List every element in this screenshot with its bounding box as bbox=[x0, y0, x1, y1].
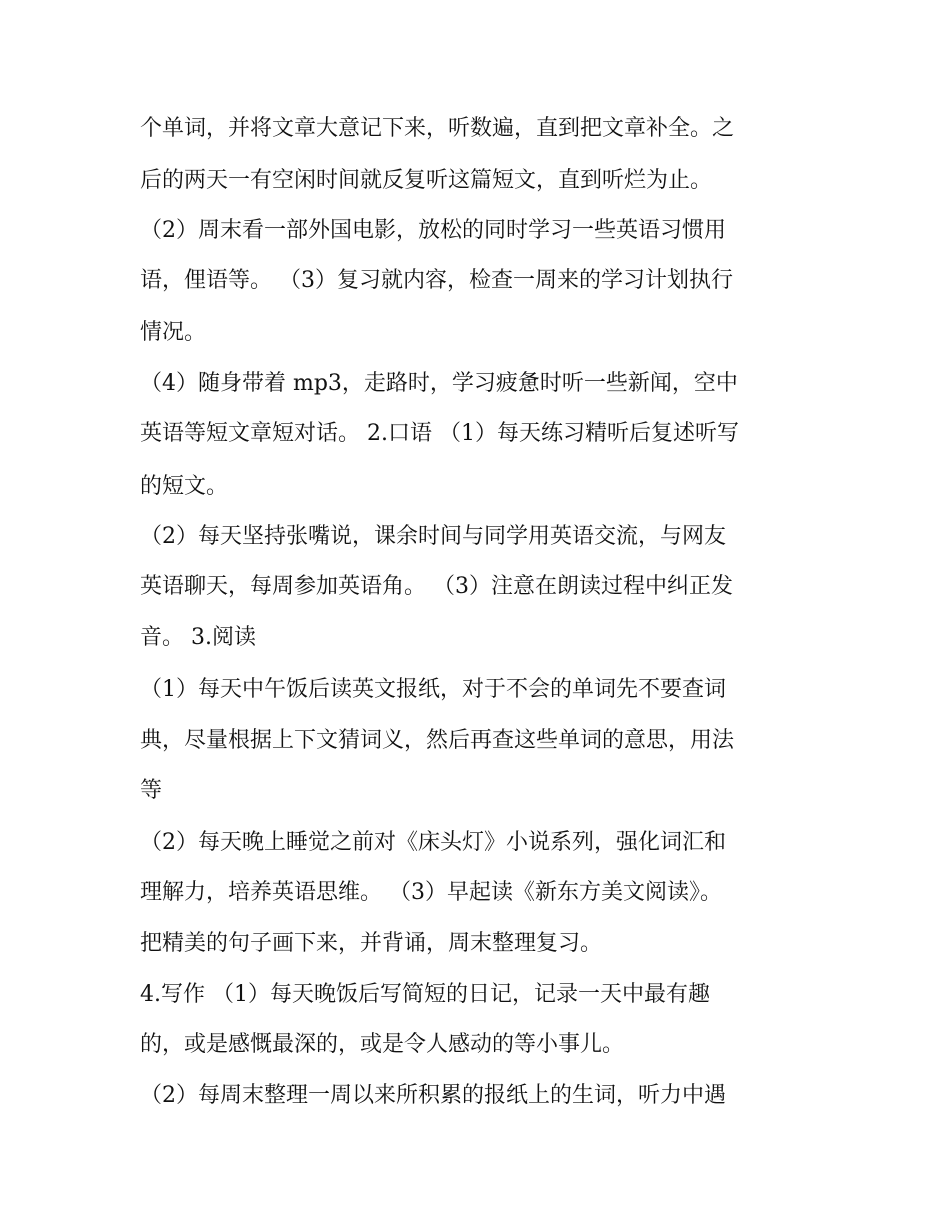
text-line-18: 4.写作 （1）每天晚饭后写简短的日记，记录一天中最有趣 bbox=[140, 982, 710, 1007]
text-line-14: 等 bbox=[140, 778, 163, 803]
text-line-3: （2）周末看一部外国电影，放松的同时学习一些英语习惯用 bbox=[140, 218, 726, 243]
text-line-2: 后的两天一有空闲时间就反复听这篇短文，直到听烂为止。 bbox=[140, 168, 713, 193]
text-line-12: （1）每天中午饭后读英文报纸，对于不会的单词先不要查词 bbox=[140, 677, 726, 702]
text-line-17: 把精美的句子画下来，并背诵，周末整理复习。 bbox=[140, 931, 603, 956]
text-line-16: 理解力，培养英语思维。 （3）早起读《新东方美文阅读》。 bbox=[140, 880, 722, 905]
text-line-10: 英语聊天，每周参加英语角。 （3）注意在朗读过程中纠正发 bbox=[140, 574, 733, 599]
text-line-6: （4）随身带着 mp3，走路时，学习疲惫时听一些新闻，空中 bbox=[140, 371, 738, 396]
text-line-1: 个单词，并将文章大意记下来，听数遍，直到把文章补全。之 bbox=[140, 116, 735, 141]
text-line-20: （2）每周末整理一周以来所积累的报纸上的生词，听力中遇 bbox=[140, 1083, 726, 1108]
text-line-5: 情况。 bbox=[140, 320, 207, 345]
text-line-8: 的短文。 bbox=[140, 474, 229, 499]
text-line-11: 音。 3.阅读 bbox=[140, 625, 256, 650]
text-line-4: 语，俚语等。 （3）复习就内容，检查一周来的学习计划执行 bbox=[140, 268, 733, 293]
text-line-7: 英语等短文章短对话。 2.口语 （1）每天练习精听后复述听写 bbox=[140, 421, 739, 446]
text-line-13: 典，尽量根据上下文猜词义，然后再查这些单词的意思，用法 bbox=[140, 728, 735, 753]
text-line-15: （2）每天晚上睡觉之前对《床头灯》小说系列，强化词汇和 bbox=[140, 830, 726, 855]
text-line-9: （2）每天坚持张嘴说，课余时间与同学用英语交流，与网友 bbox=[140, 524, 726, 549]
text-line-19: 的，或是感慨最深的，或是令人感动的等小事儿。 bbox=[140, 1032, 625, 1057]
